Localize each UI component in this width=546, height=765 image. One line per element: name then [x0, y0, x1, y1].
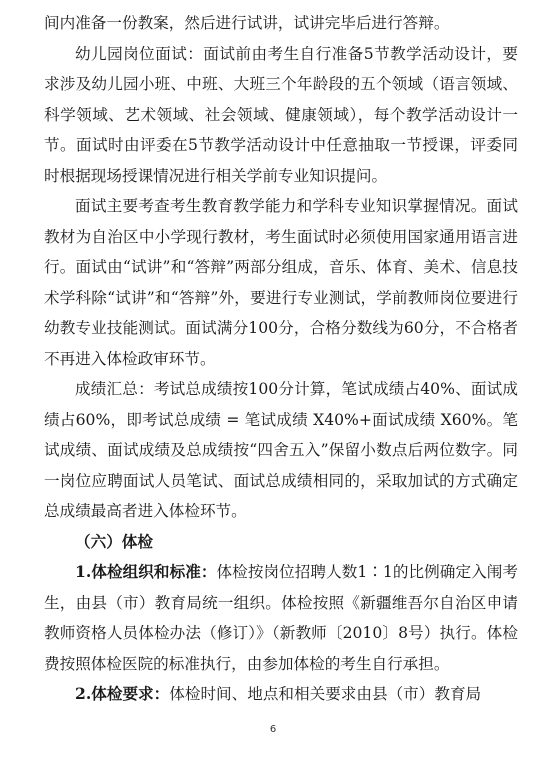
- exam-requirements-label: 2.体检要求：: [75, 684, 170, 703]
- paragraph-interview-content: 面试主要考查考生教育教学能力和学科专业知识掌握情况。面试教材为自治区中小学现行教材，考生面试时必须使用国家通用语言进行。面试由“试讲”和“答辩”两部分组成，音乐、体育、美术、信息技术学科除“试讲”和“答辩”外，要进行专业测试，学前教师岗位要进行幼教专业技能测试。面试满分100分，合格分数线为60分，不合格者不再进入体检政审环节。: [44, 197, 518, 368]
- page-body: [44, 8, 518, 710]
- paragraph-score-summary: 成绩汇总：考试总成绩按100分计算，笔试成绩占40%、面试成绩占60%，即考试总成绩 = 笔试成绩 X40%+面试成绩 X60%。笔试成绩、面试成绩及总成绩按“四舍五入”保留小数点后两位数字。同一岗位应聘面试人员笔试、面试总成绩相同的，采取加试的方式确定总成绩最高者进入体检环节。: [44, 380, 518, 520]
- page-number: 6: [269, 724, 277, 735]
- exam-organization-label: 1.体检组织和标准：: [75, 562, 217, 581]
- paragraph-exam-requirements: [44, 679, 518, 710]
- exam-organization-text: 体检按岗位招聘人数1∶1的比例确定入闱考生，由县（市）教育局统一组织。体检按照《新疆维吾尔自治区申请教师资格人员体检办法（修订）》（新教师〔2010〕8号）执行。体检费按照体检医院的标准执行，由参加体检的考生自行承担。: [44, 563, 519, 673]
- paragraph-kindergarten-interview: 幼儿园岗位面试：面试前由考生自行准备5节教学活动设计，要求涉及幼儿园小班、中班、大班三个年龄段的五个领域（语言领域、科学领域、艺术领域、社会领域、健康领域），每个教学活动设计一节。面试时由评委在5节教学活动设计中任意抽取一节授课，评委同时根据现场授课情况进行相关学前专业知识提问。: [44, 44, 518, 185]
- section-heading-physical-exam: （六）体检: [75, 531, 153, 551]
- exam-requirements-text: 体检时间、地点和相关要求由县（市）教育局: [169, 685, 482, 703]
- paragraph-exam-organization: [44, 557, 518, 679]
- paragraph-continuation: 间内准备一份教案，然后进行试讲，试讲完毕后进行答辩。: [44, 14, 450, 32]
